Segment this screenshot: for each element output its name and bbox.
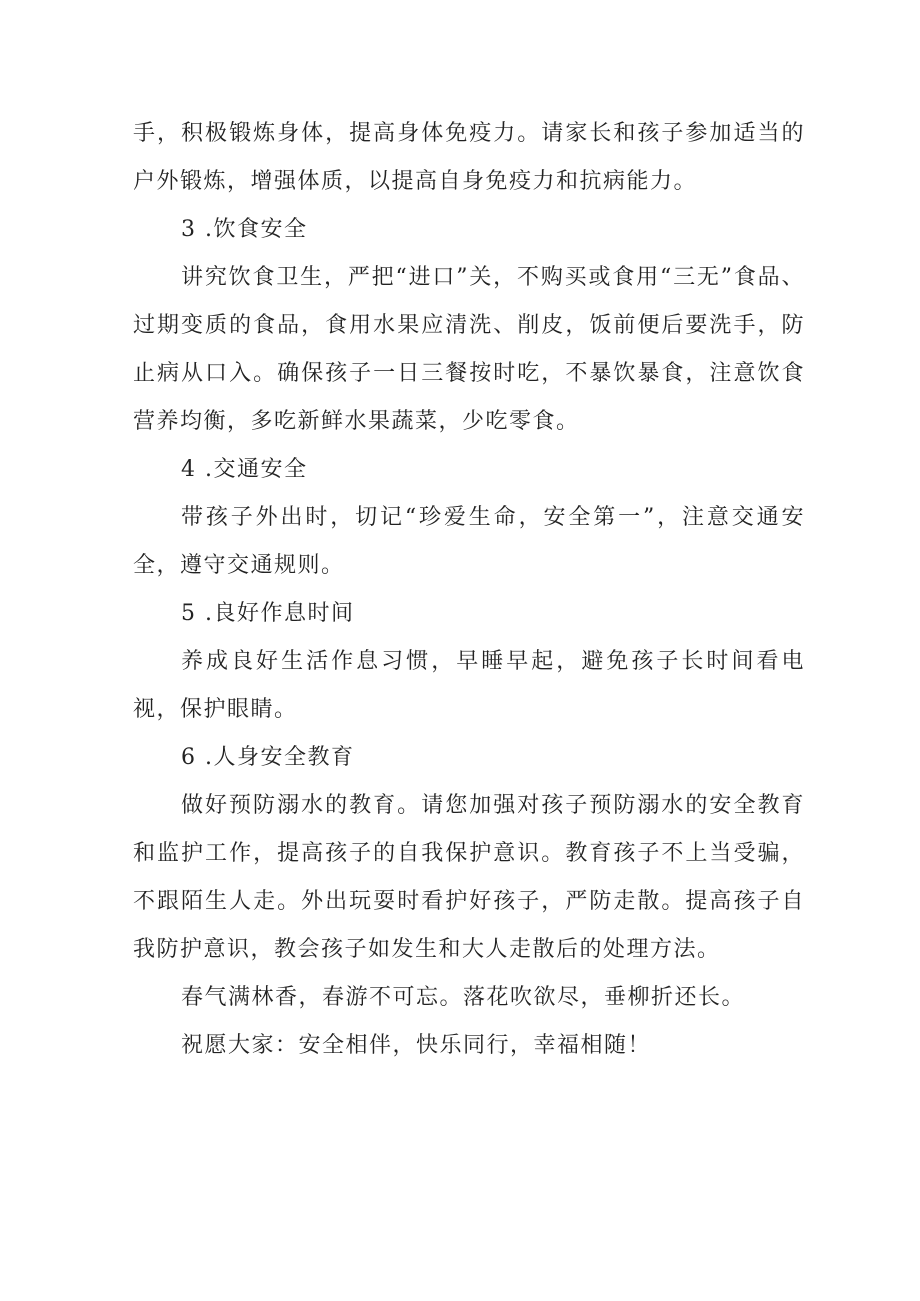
- paragraph-continuation: 手，积极锻炼身体，提高身体免疫力。请家长和孩子参加适当的户外锻炼，增强体质，以提高自身免疫力和抗病能力。: [133, 121, 805, 194]
- paragraph-poem: 春气满林香，春游不可忘。落花吹欲尽，垂柳折还长。: [181, 985, 746, 1010]
- document-body: [133, 110, 805, 1070]
- section-title: .良好作息时间: [205, 601, 355, 626]
- paragraph-traffic: 带孩子外出时，切记“珍爱生命，安全第一”，注意交通安全，遵守交通规则。: [133, 505, 805, 578]
- section-heading-traffic: [133, 446, 805, 494]
- section-number: 6: [181, 745, 197, 770]
- paragraph-personal-safety: 做好预防溺水的教育。请您加强对孩子预防溺水的安全教育和监护工作，提高孩子的自我保护意识。教育孩子不上当受骗，不跟陌生人走。外出玩耍时看护好孩子，严防走散。提高孩子自我防护意识，教会孩子如发生和大人走散后的处理方法。: [133, 793, 805, 962]
- section-number: 3: [181, 217, 197, 242]
- section-number: 4: [181, 457, 197, 482]
- section-number: 5: [181, 601, 197, 626]
- paragraph-schedule: 养成良好生活作息习惯，早睡早起，避免孩子长时间看电视，保护眼睛。: [133, 649, 805, 722]
- paragraph-closing: 祝愿大家：安全相伴，快乐同行，幸福相随！: [181, 1033, 652, 1058]
- section-heading-personal-safety: [133, 734, 805, 782]
- section-title: .饮食安全: [205, 217, 308, 242]
- section-heading-diet: [133, 206, 805, 254]
- section-title: .交通安全: [205, 457, 308, 482]
- section-heading-schedule: [133, 590, 805, 638]
- paragraph-diet: 讲究饮食卫生，严把“进口”关，不购买或食用“三无”食品、过期变质的食品，食用水果应清洗、削皮，饭前便后要洗手，防止病从口入。确保孩子一日三餐按时吃，不暴饮暴食，注意饮食营养均衡，多吃新鲜水果蔬菜，少吃零食。: [133, 265, 805, 434]
- section-title: .人身安全教育: [205, 745, 355, 770]
